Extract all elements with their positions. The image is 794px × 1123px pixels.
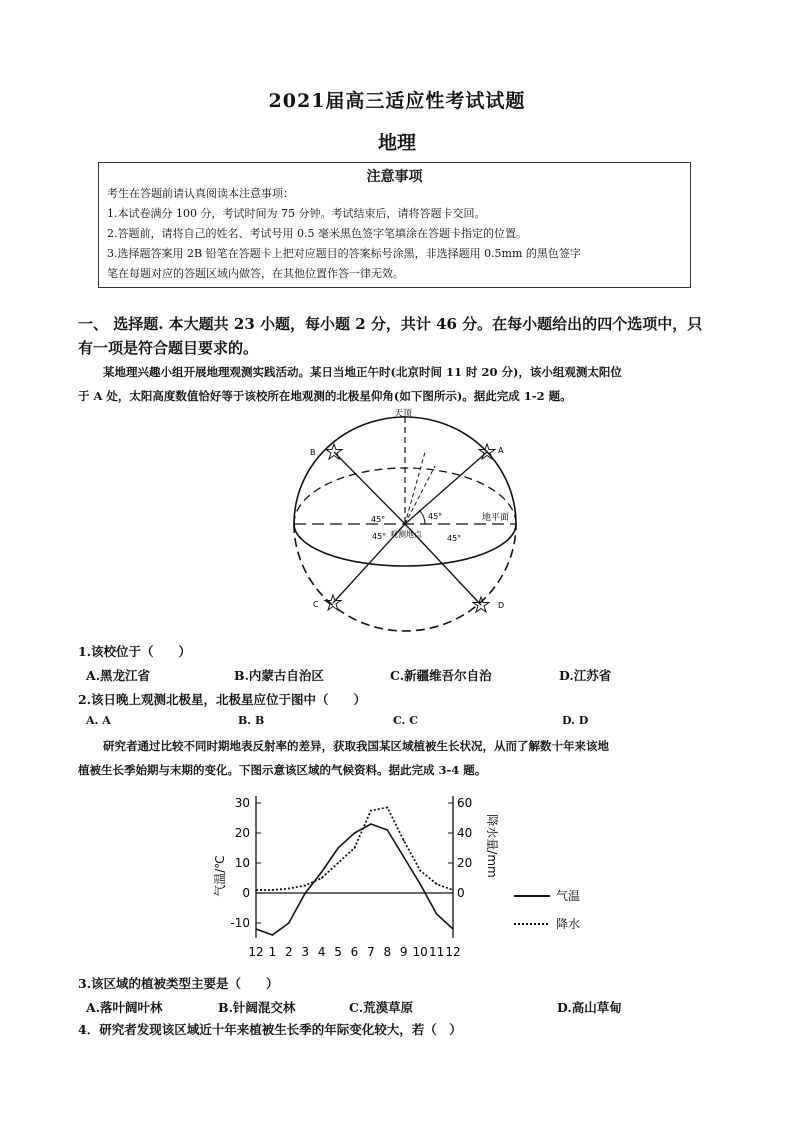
precipitation-point: [321, 877, 323, 879]
y-label-left: 气温/℃: [213, 855, 227, 897]
precipitation-point: [370, 810, 372, 812]
temperature-point: [370, 823, 372, 825]
y-tick-label-left: 30: [234, 796, 250, 810]
temperature-point: [387, 829, 389, 831]
temperature-point: [272, 934, 274, 936]
horizon-label: 地平面: [482, 513, 510, 523]
temperature-point: [321, 871, 323, 873]
temperature-point: [403, 856, 405, 858]
y-label-right: 降水量/mm: [485, 814, 499, 878]
notice-box: [98, 162, 691, 288]
x-tick-label: 3: [301, 945, 310, 959]
x-tick-label: 6: [350, 945, 359, 959]
question-stem: 4．研究者发现该区域近十年来植被生长季的年际变化较大，若（ ）: [78, 1022, 462, 1037]
exam-title: 2021届高三适应性考试试题: [268, 90, 526, 112]
y-tick-label-left: 0: [242, 886, 250, 900]
x-tick-label: 10: [412, 945, 428, 959]
y-tick-label-right: 20: [457, 856, 473, 870]
y-tick-label-right: 40: [457, 826, 473, 840]
angle-label: 45°: [447, 534, 462, 543]
precipitation-point: [436, 883, 438, 885]
notice-line: 笔在每题对应的答题区域内做答，在其他位置作答一律无效。: [107, 267, 404, 280]
q1-option-c[interactable]: C.新疆维吾尔自治: [390, 668, 492, 683]
label-d: D: [498, 601, 505, 610]
temperature-line: [256, 824, 453, 935]
angle-label: 45°: [372, 532, 387, 541]
notice-line: 考生在答题前请认真阅读本注意事项：: [107, 187, 294, 200]
x-tick-label: 1: [268, 945, 277, 959]
q3-option-c[interactable]: C.荒漠草原: [349, 1000, 414, 1015]
subject-title: 地理: [377, 132, 416, 154]
ray-a: [405, 452, 487, 524]
section-heading: 一、 选择题. 本大题共 23 小题，每小题 2 分，共计 46 分。在每小题给出的四个选项中，只: [78, 315, 703, 333]
x-tick-label: 9: [399, 945, 408, 959]
precipitation-point: [288, 888, 290, 890]
celestial-diagram: [280, 404, 550, 636]
q1-option-b[interactable]: B.内蒙古自治区: [234, 668, 324, 683]
precipitation-point: [255, 889, 257, 891]
y-tick-label-left: 10: [234, 856, 250, 870]
y-tick-label-left: 20: [234, 826, 250, 840]
label-b: B: [310, 448, 316, 457]
notice-line: 2.答题前，请将自己的姓名、考试号用 0.5 毫米黑色签字笔填涂在答题卡指定的位置。: [107, 227, 527, 240]
zenith-label: 天顶: [394, 409, 413, 419]
x-tick-label: 11: [428, 945, 445, 959]
temperature-point: [419, 883, 421, 885]
q3-option-b[interactable]: B.针阔混交林: [218, 1000, 296, 1015]
section-heading: 有一项是符合题目要求的。: [78, 339, 259, 357]
angle-label: 45°: [371, 515, 386, 524]
q2-option-c[interactable]: C. C: [393, 714, 418, 727]
label-a: A: [498, 446, 504, 455]
ray-b: [334, 452, 405, 524]
x-tick-label: 12: [248, 945, 264, 959]
precipitation-point: [403, 840, 405, 842]
angle-label: 45°: [428, 512, 443, 521]
x-tick-label: 5: [334, 945, 342, 959]
x-tick-label: 2: [285, 945, 293, 959]
temperature-point: [337, 847, 339, 849]
observer-label: 观测地点: [390, 530, 422, 539]
question-stem: 3.该区域的植被类型主要是（ ）: [78, 976, 279, 991]
q1-option-a[interactable]: A.黑龙江省: [86, 668, 151, 683]
y-tick-label-right: 0: [457, 886, 465, 900]
x-tick-label: 8: [383, 945, 392, 959]
notice-line: 3.选择题答案用 2B 铅笔在答题卡上把对应题目的答案标号涂黑，非选择题用 0.5mm 的黑色签字: [107, 247, 581, 260]
q2-option-a[interactable]: A. A: [86, 714, 111, 727]
y-tick-label-left: -10: [230, 916, 250, 930]
passage-text: 某地理兴趣小组开展地理观测实践活动。某日当地正午时(北京时间 11 时 20 分)，该小组观测太阳位: [103, 365, 622, 379]
temperature-point: [304, 892, 306, 894]
precipitation-point: [354, 847, 356, 849]
climate-chart: [200, 786, 620, 962]
precipitation-point: [452, 889, 454, 891]
q2-option-b[interactable]: B. B: [238, 714, 265, 727]
precipitation-point: [304, 885, 306, 887]
temperature-point: [255, 928, 257, 930]
legend-label-temp: 气温: [556, 889, 581, 903]
x-tick-label: 7: [367, 945, 375, 959]
x-tick-label: 12: [445, 945, 461, 959]
temperature-point: [452, 928, 454, 930]
q2-option-d[interactable]: D. D: [562, 714, 589, 727]
temperature-point: [436, 913, 438, 915]
passage-text: 植被生长季始期与末期的变化。下图示意该区域的气候资料。据此完成 3-4 题。: [78, 763, 487, 777]
temperature-point: [354, 832, 356, 834]
temperature-point: [288, 922, 290, 924]
precipitation-point: [272, 889, 274, 891]
question-stem: 1.该校位于（ ）: [78, 644, 192, 659]
q3-option-a[interactable]: A.落叶阔叶林: [86, 1000, 163, 1015]
passage-text: 于 A 处，太阳高度数值恰好等于该校所在地观测的北极星仰角(如下图所示)。据此完成 1-2 题。: [78, 389, 572, 403]
legend-label-precip: 降水: [556, 917, 581, 931]
y-tick-label-right: 60: [457, 796, 473, 810]
notice-title: 注意事项: [366, 169, 423, 185]
notice-line: 1.本试卷满分 100 分，考试时间为 75 分钟。考试结束后，请将答题卡交回。: [107, 207, 486, 220]
precipitation-point: [387, 807, 389, 809]
angle-arc: [419, 510, 425, 524]
precipitation-point: [337, 862, 339, 864]
lower-arc: [294, 524, 516, 631]
passage-text: 研究者通过比较不同时期地表反射率的差异，获取我国某区域植被生长状况，从而了解数十年来该地: [103, 739, 609, 753]
q1-option-d[interactable]: D.江苏省: [559, 668, 612, 683]
x-tick-label: 4: [317, 945, 326, 959]
precipitation-point: [419, 870, 421, 872]
label-c: C: [313, 600, 319, 609]
q3-option-d[interactable]: D.高山草甸: [557, 1000, 622, 1015]
question-stem: 2.该日晚上观测北极星，北极星应位于图中（ ）: [78, 692, 367, 707]
